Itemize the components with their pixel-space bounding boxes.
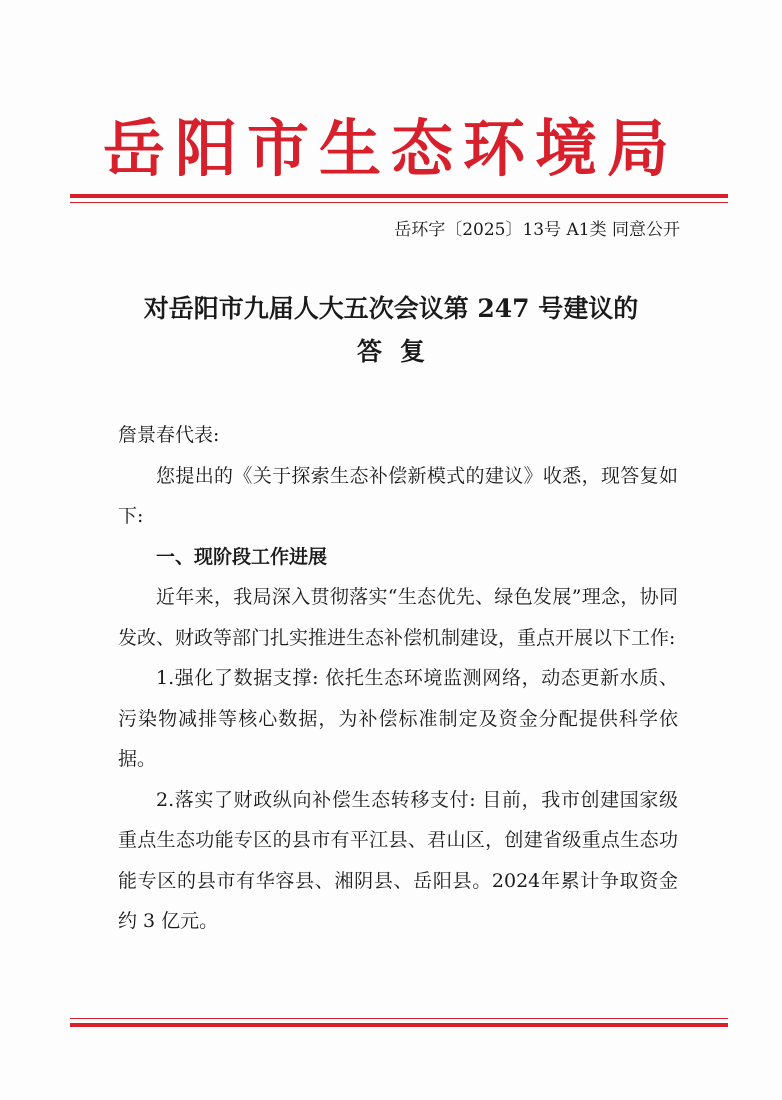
section-heading: 一、现阶段工作进展 (156, 545, 328, 568)
list-item: 1.强化了数据支撑: 依托生态环境监测网络，动态更新水质、污染物减排等核心数据，为补偿标准制定及资金分配提供科学依据。 (118, 667, 678, 770)
document-title-line2: 答复 (356, 337, 443, 366)
list-item: 2.落实了财政纵向补偿生态转移支付: 目前，我市创建国家级重点生态功能专区的县市有平江县、君山区，创建省级重点生态功能专区的县市有华容县、湘阴县、岳阳县。2024年累计争取资金约 3 亿元。 (118, 788, 678, 932)
footer-rule-thin (70, 1018, 728, 1019)
footer-rule-thick (70, 1023, 728, 1027)
body-paragraph: 近年来，我局深入贯彻落实“生态优先、绿色发展”理念，协同发改、财政等部门扎实推进生态补偿机制建设，重点开展以下工作: (118, 586, 678, 649)
intro-paragraph: 您提出的《关于探索生态补偿新模式的建议》收悉，现答复如下: (118, 464, 678, 527)
header-rule-thin (70, 202, 728, 203)
document-title-line1: 对岳阳市九届人大五次会议第 247 号建议的 (143, 294, 639, 323)
document-number: 岳环字〔2025〕13号 A1类 同意公开 (394, 220, 680, 240)
salutation: 詹景春代表: (118, 424, 220, 446)
header-rule-thick (70, 194, 728, 198)
document-body (118, 415, 678, 942)
organization-title: 岳阳市生态环境局 (102, 112, 679, 185)
